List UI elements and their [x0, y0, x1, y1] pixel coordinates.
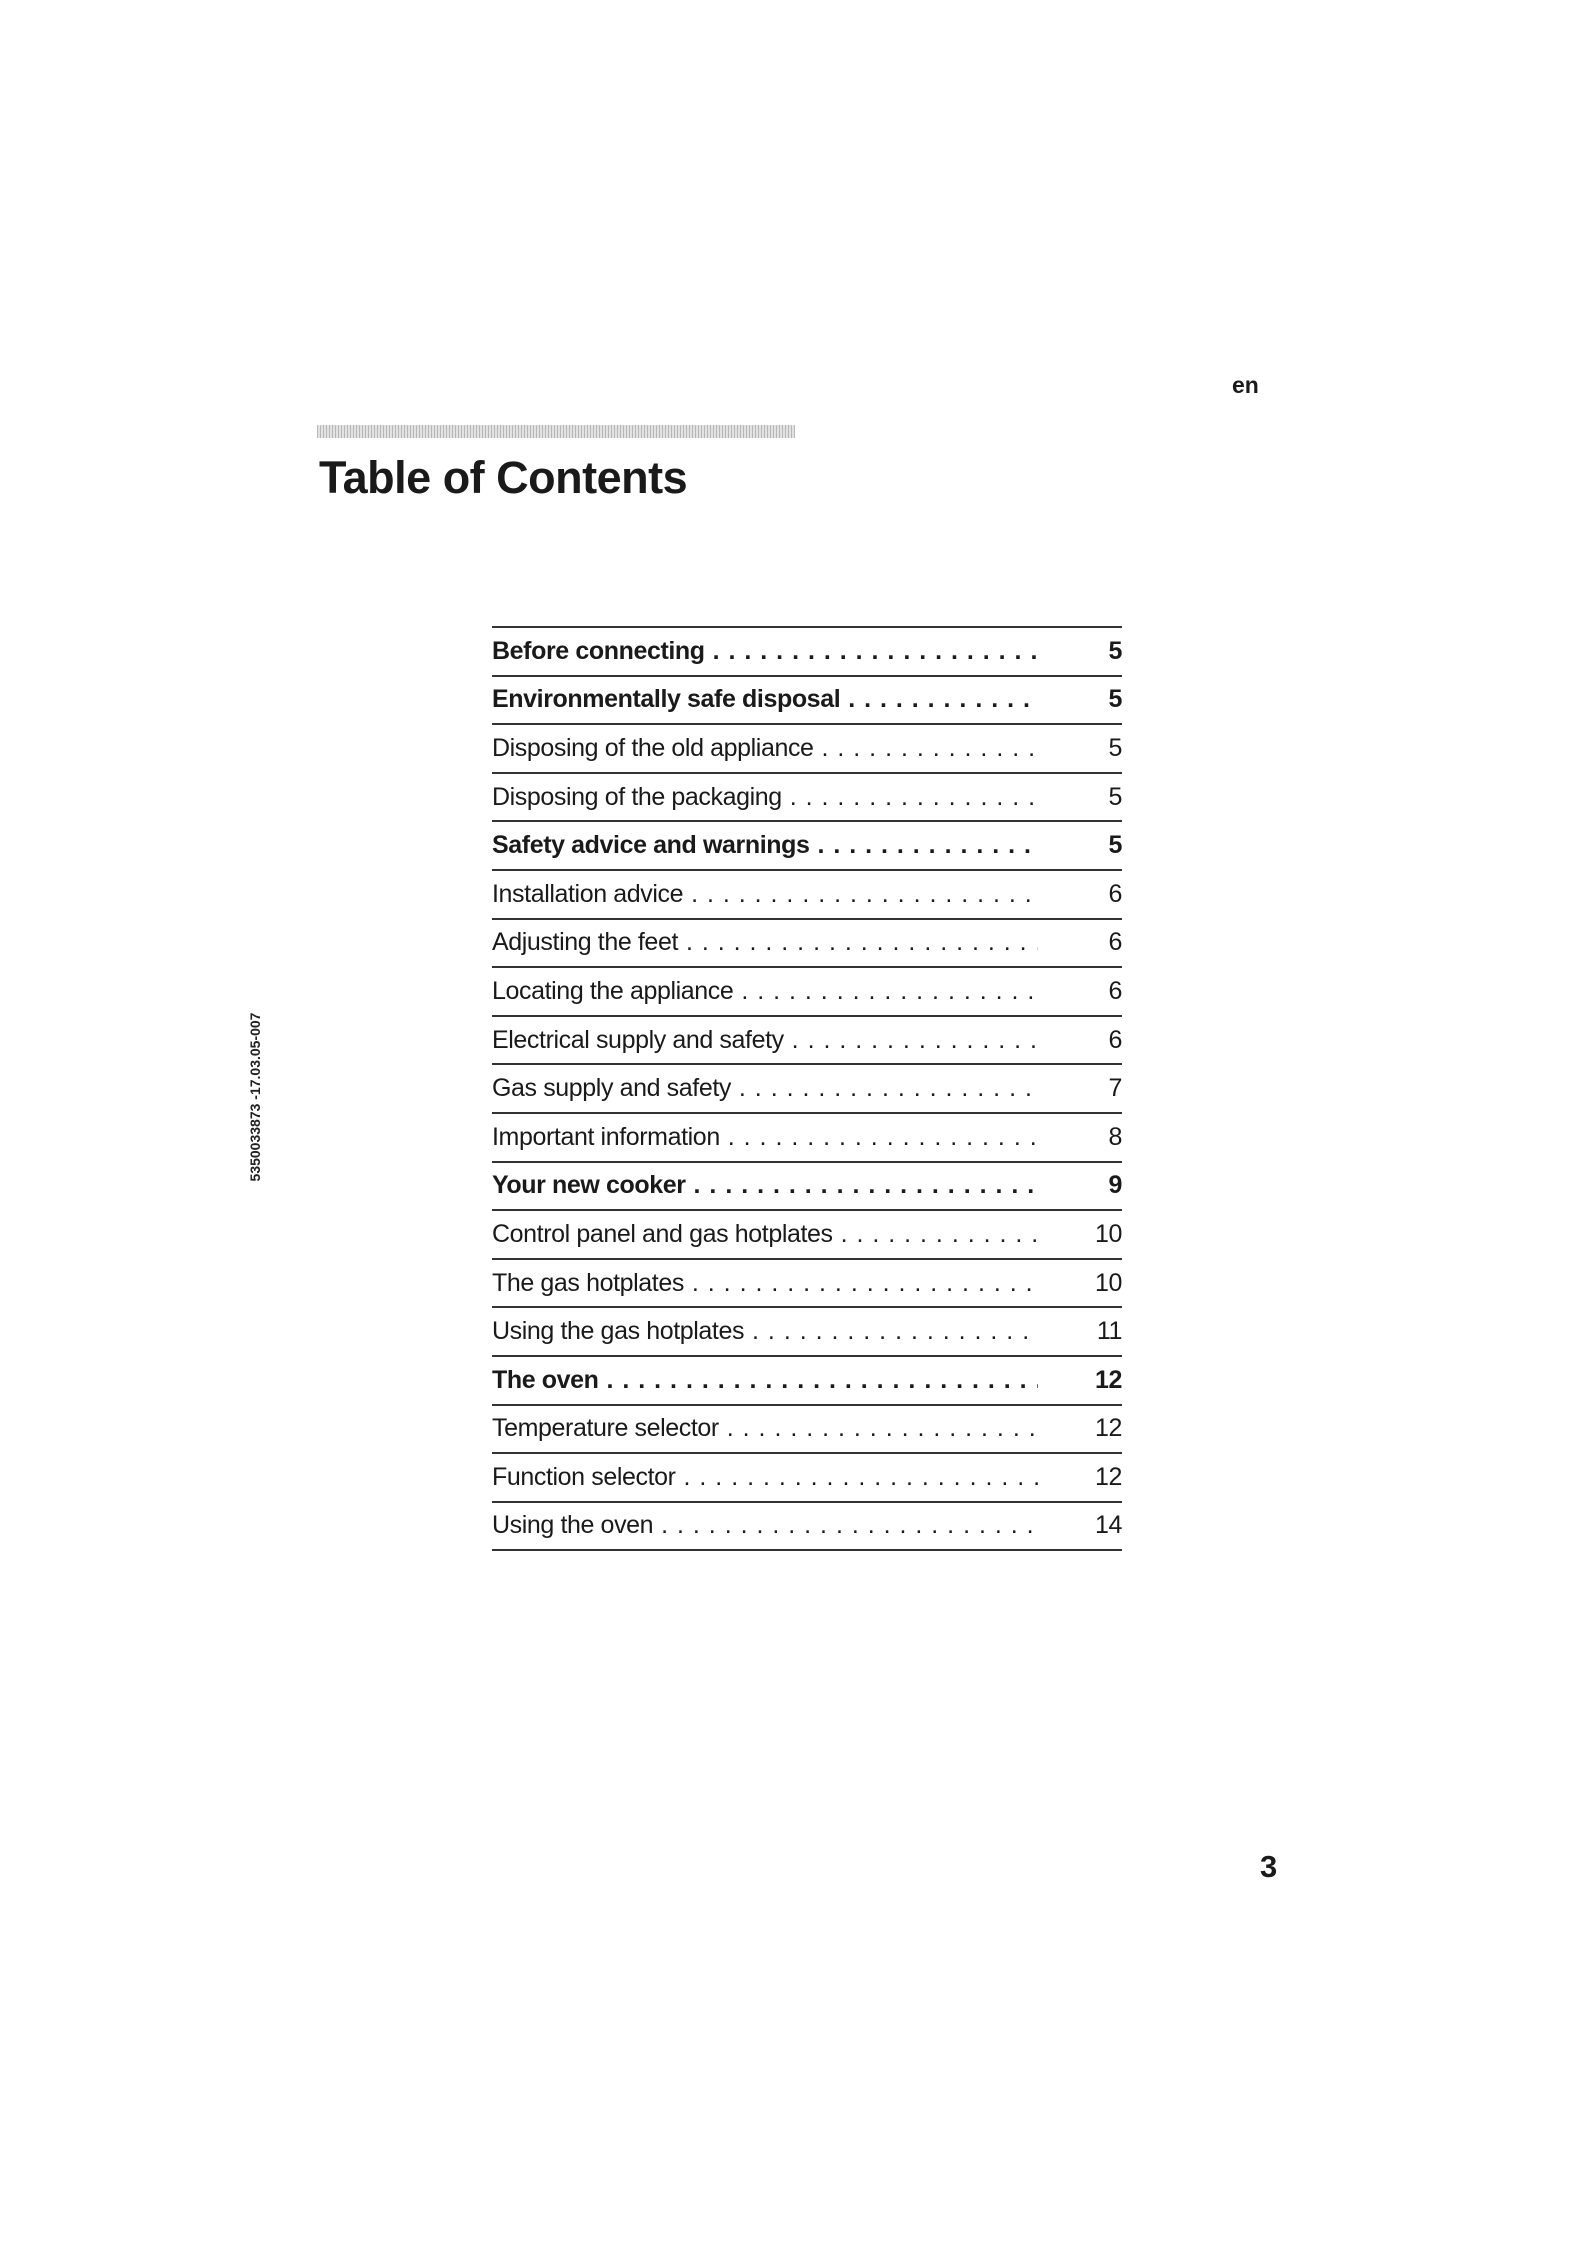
toc-entry-page: 9 — [1108, 1171, 1122, 1200]
toc-entry[interactable] — [492, 628, 1122, 677]
toc-entry[interactable] — [492, 871, 1122, 920]
toc-entry[interactable] — [492, 1017, 1122, 1066]
toc-entry[interactable] — [492, 1308, 1122, 1357]
toc-entry[interactable] — [492, 1454, 1122, 1503]
toc-entry-page: 7 — [1108, 1074, 1122, 1103]
toc-entry-page: 11 — [1096, 1317, 1122, 1346]
toc-entry[interactable] — [492, 1503, 1122, 1552]
toc-entry[interactable] — [492, 1065, 1122, 1114]
toc-entry[interactable] — [492, 968, 1122, 1017]
language-code: en — [1232, 372, 1259, 398]
toc-entry-label: Your new cooker . . . — [492, 1171, 1038, 1200]
toc-entry-page: 5 — [1108, 685, 1122, 714]
toc-entry-label: The gas hotplates . . . — [492, 1269, 1038, 1298]
toc-entry-page: 5 — [1108, 636, 1122, 665]
toc-entry-page: 10 — [1094, 1219, 1122, 1248]
toc-entry[interactable] — [492, 1357, 1122, 1406]
toc-entry-label: Using the gas hotplates . . . — [492, 1317, 1038, 1346]
toc-entry[interactable] — [492, 920, 1122, 969]
toc-entry-label: Gas supply and safety . . . — [492, 1074, 1038, 1103]
toc-entry-label: Using the oven . . . — [492, 1511, 1038, 1540]
toc-entry-page: 12 — [1094, 1462, 1122, 1491]
toc-entry-label: Temperature selector . . . — [492, 1414, 1038, 1443]
toc-entry[interactable] — [492, 725, 1122, 774]
toc-entry-page: 10 — [1094, 1268, 1122, 1297]
toc-entry[interactable] — [492, 1406, 1122, 1455]
toc-entry-label: Disposing of the packaging . . . — [492, 783, 1038, 812]
toc-entry-label: Safety advice and warnings . . . — [492, 831, 1038, 860]
page-title: Table of Contents — [319, 452, 688, 503]
toc-entry-label: Adjusting the feet . . . — [492, 928, 1038, 957]
toc-entry-page: 6 — [1108, 928, 1122, 957]
toc-entry-page: 6 — [1108, 1025, 1122, 1054]
toc-entry-page: 12 — [1094, 1414, 1122, 1443]
toc-entry[interactable] — [492, 822, 1122, 871]
toc-entry-label: Installation advice . . . — [492, 880, 1038, 909]
toc-entry-page: 12 — [1094, 1365, 1122, 1394]
toc-entry-page: 5 — [1108, 733, 1122, 762]
toc-entry-page: 14 — [1094, 1511, 1122, 1540]
title-decoration-bar — [317, 425, 795, 438]
toc-entry[interactable] — [492, 677, 1122, 726]
toc-entry-page: 8 — [1108, 1122, 1122, 1151]
toc-entry-label: Disposing of the old appliance . . . — [492, 734, 1038, 763]
toc-entry-label: Control panel and gas hotplates . . . — [492, 1220, 1038, 1249]
toc-entry[interactable] — [492, 774, 1122, 823]
toc-entry[interactable] — [492, 1260, 1122, 1309]
page-number: 3 — [1260, 1849, 1278, 1884]
toc-entry[interactable] — [492, 1211, 1122, 1260]
toc-entry-page: 6 — [1108, 879, 1122, 908]
toc-entry-label: Environmentally safe disposal . . . — [492, 685, 1038, 714]
toc-entry-page: 6 — [1108, 976, 1122, 1005]
toc-entry-page: 5 — [1108, 782, 1122, 811]
toc-entry-label: The oven . . . — [492, 1366, 1038, 1395]
toc-entry[interactable] — [492, 1114, 1122, 1163]
toc-entry-label: Important information . . . — [492, 1123, 1038, 1152]
table-of-contents — [492, 626, 1122, 1551]
toc-entry-label: Before connecting . . . — [492, 637, 1038, 666]
document-code: 5350033873 -17.03.05-007 — [247, 1012, 263, 1182]
toc-entry-label: Electrical supply and safety . . . — [492, 1026, 1038, 1055]
toc-entry[interactable] — [492, 1163, 1122, 1212]
toc-entry-label: Function selector . . . — [492, 1463, 1038, 1492]
toc-entry-page: 5 — [1108, 831, 1122, 860]
toc-entry-label: Locating the appliance . . . — [492, 977, 1038, 1006]
